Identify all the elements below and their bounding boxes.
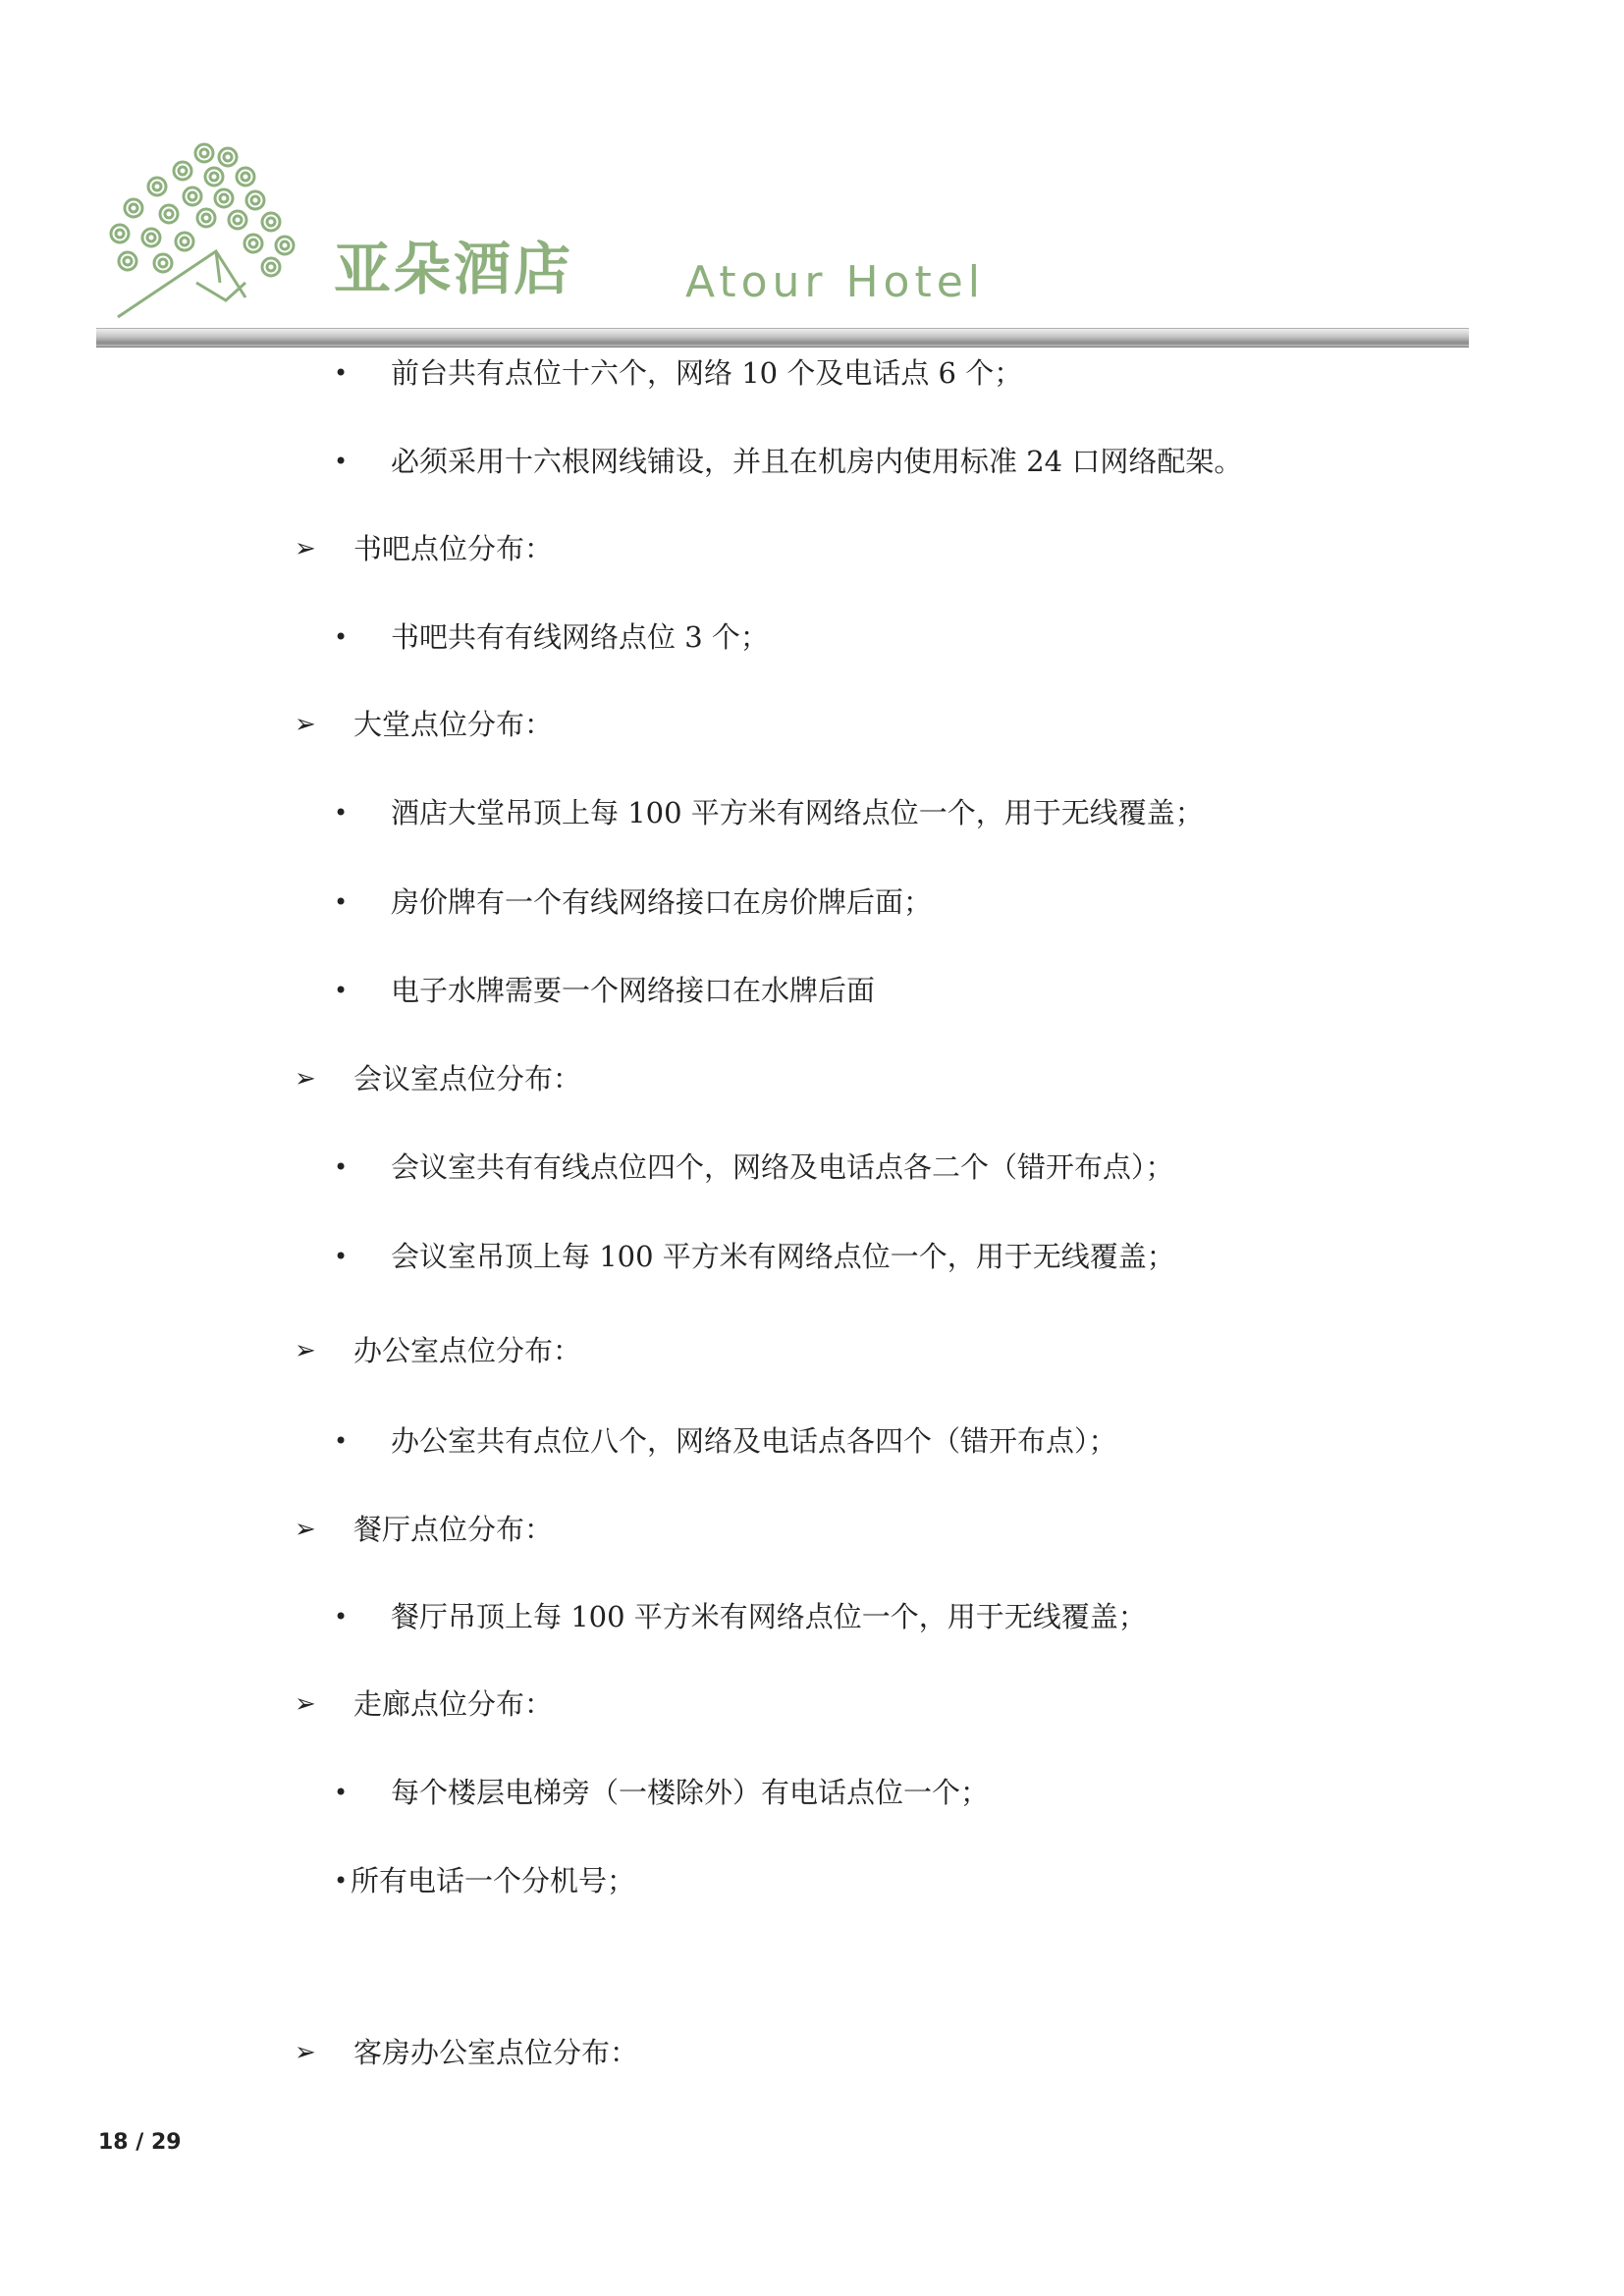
list-item: 书吧共有有线网络点位 3 个； xyxy=(391,620,769,654)
bullet-dot: • xyxy=(334,1779,349,1806)
list-item: 酒店大堂吊顶上每 100 平方米有网络点位一个，用于无线覆盖； xyxy=(391,796,1204,829)
arrow-bullet-icon: ➢ xyxy=(295,534,316,563)
bullet-dot: • xyxy=(334,1243,349,1270)
section-heading: 客房办公室点位分布： xyxy=(353,2036,639,2069)
brand-name-english: Atour Hotel xyxy=(685,257,986,307)
bullet-dot: • xyxy=(334,799,349,827)
section-heading: 办公室点位分布： xyxy=(353,1334,582,1367)
section-heading: 大堂点位分布： xyxy=(353,708,554,741)
list-item: 所有电话一个分机号； xyxy=(351,1864,636,1897)
section-heading: 会议室点位分布： xyxy=(353,1062,582,1095)
list-item: 必须采用十六根网线铺设，并且在机房内使用标准 24 口网络配架。 xyxy=(391,445,1243,478)
section-heading: 书吧点位分布： xyxy=(353,532,554,565)
bullet-dot: • xyxy=(334,1153,349,1181)
list-item: 前台共有点位十六个，网络 10 个及电话点 6 个； xyxy=(391,356,1023,390)
bullet-dot: • xyxy=(334,1867,349,1895)
page-number: 18 / 29 xyxy=(98,2130,182,2155)
section-heading: 走廊点位分布： xyxy=(353,1687,554,1721)
bullet-dot: • xyxy=(334,623,349,651)
bullet-dot: • xyxy=(334,448,349,475)
arrow-bullet-icon: ➢ xyxy=(295,710,316,739)
list-item: 房价牌有一个有线网络接口在房价牌后面； xyxy=(391,885,933,919)
arrow-bullet-icon: ➢ xyxy=(295,2038,316,2067)
list-item: 会议室吊顶上每 100 平方米有网络点位一个，用于无线覆盖； xyxy=(391,1240,1175,1273)
bullet-dot: • xyxy=(334,977,349,1004)
bullet-dot: • xyxy=(334,1427,349,1455)
brand-name-chinese: 亚朵酒店 xyxy=(334,236,574,302)
bullet-dot: • xyxy=(334,888,349,916)
arrow-bullet-icon: ➢ xyxy=(295,1064,316,1094)
bullet-dot: • xyxy=(334,359,349,387)
list-item: 电子水牌需要一个网络接口在水牌后面 xyxy=(391,974,876,1007)
arrow-bullet-icon: ➢ xyxy=(295,1689,316,1719)
header-divider xyxy=(96,328,1469,347)
section-heading: 餐厅点位分布： xyxy=(353,1513,554,1546)
list-item: 办公室共有点位八个，网络及电话点各四个（错开布点）； xyxy=(391,1424,1117,1458)
tree-of-spirals-logo xyxy=(98,135,339,322)
bullet-dot: • xyxy=(334,1603,349,1630)
arrow-bullet-icon: ➢ xyxy=(295,1515,316,1544)
arrow-bullet-icon: ➢ xyxy=(295,1336,316,1365)
list-item: 餐厅吊顶上每 100 平方米有网络点位一个，用于无线覆盖； xyxy=(391,1600,1147,1633)
list-item: 会议室共有有线点位四个，网络及电话点各二个（错开布点）； xyxy=(391,1150,1174,1184)
list-item: 每个楼层电梯旁（一楼除外）有电话点位一个； xyxy=(391,1776,990,1809)
